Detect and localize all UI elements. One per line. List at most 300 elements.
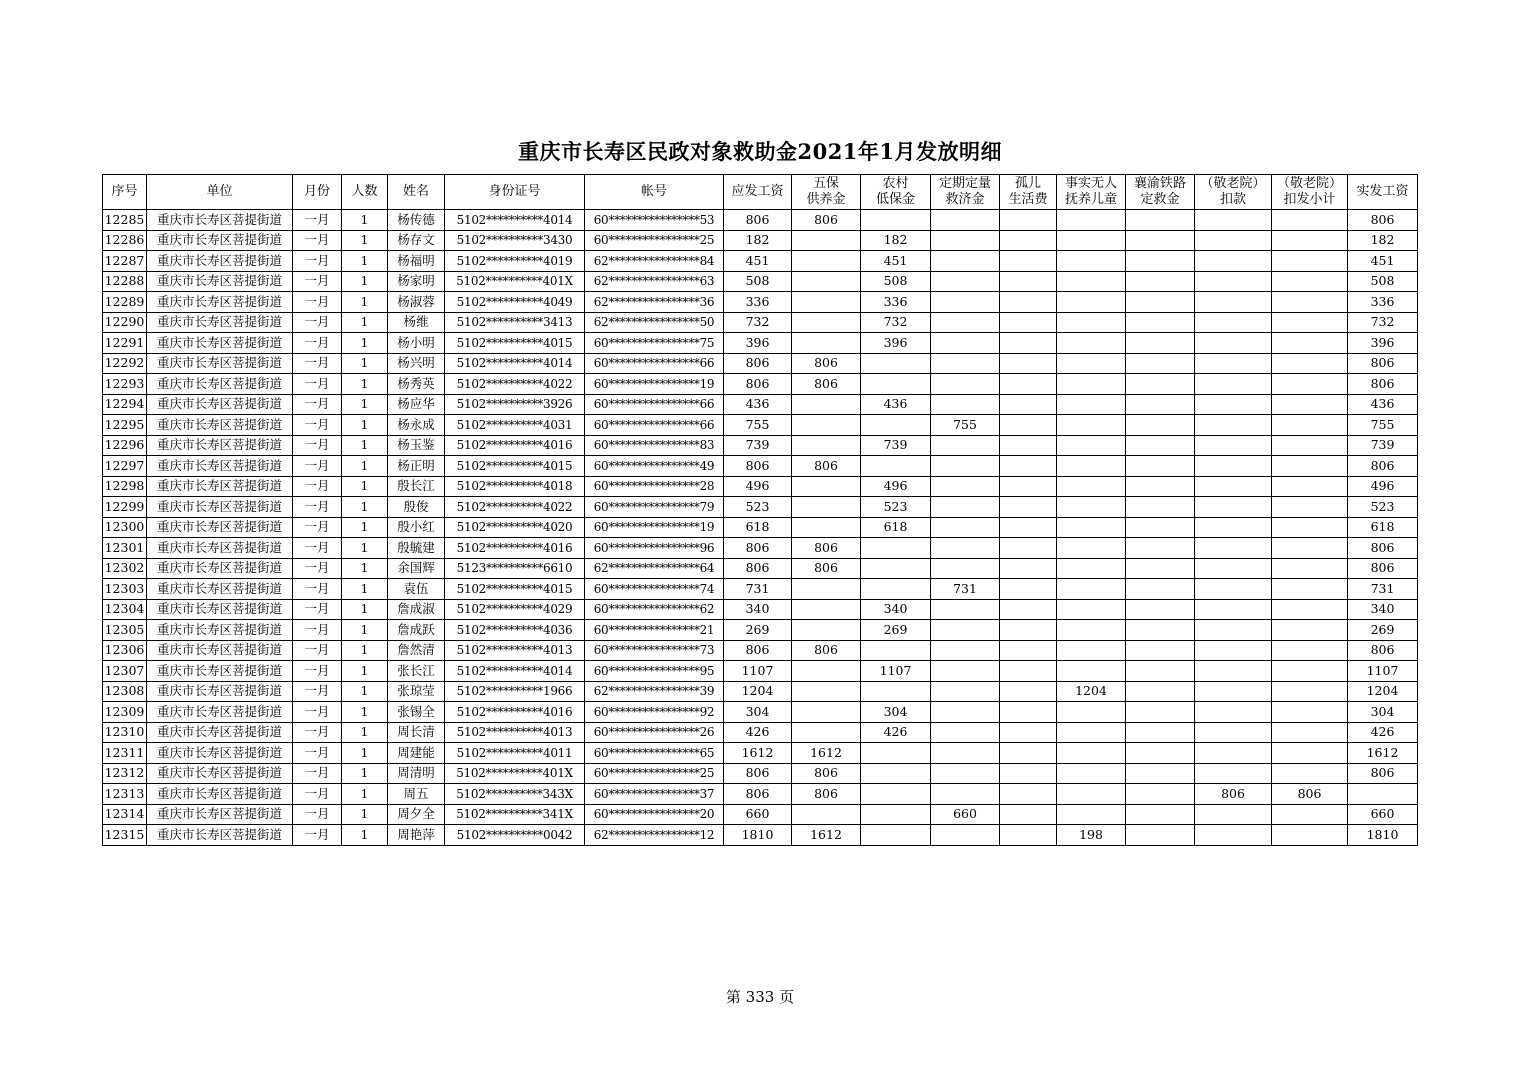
name-cell: 詹成淑 <box>388 599 445 620</box>
fixed-relief-cell <box>931 640 1000 661</box>
net-pay-cell: 806 <box>1348 640 1418 661</box>
nursing-withheld-cell <box>1272 435 1348 456</box>
unsupported-child-cell <box>1057 476 1126 497</box>
nursing-deduction-cell <box>1195 374 1272 395</box>
nursing-deduction-cell <box>1195 743 1272 764</box>
orphan-cell <box>1000 784 1057 805</box>
month-cell: 一月 <box>293 681 342 702</box>
fixed-relief-cell <box>931 784 1000 805</box>
rural-dibao-cell: 523 <box>861 497 931 518</box>
orphan-cell <box>1000 599 1057 620</box>
net-pay-cell: 1204 <box>1348 681 1418 702</box>
nursing-withheld-cell <box>1272 456 1348 477</box>
wubao-cell <box>792 579 861 600</box>
serial-number-cell: 12306 <box>103 640 147 661</box>
orphan-cell <box>1000 620 1057 641</box>
fixed-relief-cell <box>931 271 1000 292</box>
fixed-relief-cell <box>931 825 1000 846</box>
name-cell: 杨玉鉴 <box>388 435 445 456</box>
payable-cell: 806 <box>724 763 792 784</box>
person-count-cell: 1 <box>342 661 388 682</box>
table-row <box>103 353 1418 374</box>
orphan-cell <box>1000 579 1057 600</box>
wubao-cell: 806 <box>792 210 861 231</box>
unit-cell: 重庆市长寿区菩提街道 <box>147 394 293 415</box>
payable-cell: 806 <box>724 558 792 579</box>
account-cell: 62****************50 <box>585 312 724 333</box>
net-pay-cell: 1810 <box>1348 825 1418 846</box>
unsupported-child-cell <box>1057 804 1126 825</box>
table-row <box>103 415 1418 436</box>
net-pay-cell: 806 <box>1348 538 1418 559</box>
month-cell: 一月 <box>293 374 342 395</box>
month-cell: 一月 <box>293 620 342 641</box>
nursing-withheld-cell <box>1272 599 1348 620</box>
orphan-cell <box>1000 353 1057 374</box>
serial-number-cell: 12291 <box>103 333 147 354</box>
unit-cell: 重庆市长寿区菩提街道 <box>147 476 293 497</box>
person-count-cell: 1 <box>342 271 388 292</box>
nursing-deduction-cell <box>1195 312 1272 333</box>
net-pay-cell: 660 <box>1348 804 1418 825</box>
nursing-withheld-cell <box>1272 271 1348 292</box>
orphan-cell <box>1000 292 1057 313</box>
nursing-withheld-cell <box>1272 230 1348 251</box>
unsupported-child-cell <box>1057 579 1126 600</box>
unsupported-child-cell <box>1057 558 1126 579</box>
unit-cell: 重庆市长寿区菩提街道 <box>147 661 293 682</box>
table-row <box>103 517 1418 538</box>
unit-cell: 重庆市长寿区菩提街道 <box>147 620 293 641</box>
nursing-withheld-cell <box>1272 763 1348 784</box>
nursing-deduction-cell <box>1195 640 1272 661</box>
rural-dibao-cell: 508 <box>861 271 931 292</box>
person-count-cell: 1 <box>342 640 388 661</box>
payable-cell: 451 <box>724 251 792 272</box>
nursing-withheld-cell <box>1272 804 1348 825</box>
wubao-cell <box>792 312 861 333</box>
railway-relief-cell <box>1126 312 1195 333</box>
fixed-relief-cell <box>931 661 1000 682</box>
rural-dibao-cell <box>861 579 931 600</box>
wubao-cell: 1612 <box>792 743 861 764</box>
person-count-cell: 1 <box>342 230 388 251</box>
serial-number-cell: 12297 <box>103 456 147 477</box>
name-cell: 余国辉 <box>388 558 445 579</box>
person-count-cell: 1 <box>342 599 388 620</box>
serial-number-cell: 12298 <box>103 476 147 497</box>
wubao-cell: 806 <box>792 353 861 374</box>
unit-cell: 重庆市长寿区菩提街道 <box>147 292 293 313</box>
table-row <box>103 558 1418 579</box>
id-number-cell: 5102**********4015 <box>445 333 585 354</box>
railway-relief-cell <box>1126 374 1195 395</box>
account-cell: 60****************92 <box>585 702 724 723</box>
fixed-relief-cell: 731 <box>931 579 1000 600</box>
table-row <box>103 374 1418 395</box>
account-cell: 60****************25 <box>585 763 724 784</box>
name-cell: 周长清 <box>388 722 445 743</box>
net-pay-cell: 806 <box>1348 456 1418 477</box>
table-row <box>103 312 1418 333</box>
id-number-cell: 5102**********0042 <box>445 825 585 846</box>
person-count-cell: 1 <box>342 825 388 846</box>
fixed-relief-cell <box>931 620 1000 641</box>
payable-cell: 806 <box>724 353 792 374</box>
id-number-cell: 5102**********401X <box>445 763 585 784</box>
orphan-cell <box>1000 558 1057 579</box>
account-cell: 62****************64 <box>585 558 724 579</box>
unsupported-child-cell <box>1057 497 1126 518</box>
unit-cell: 重庆市长寿区菩提街道 <box>147 497 293 518</box>
railway-relief-cell <box>1126 661 1195 682</box>
railway-relief-cell <box>1126 538 1195 559</box>
wubao-cell: 806 <box>792 374 861 395</box>
month-cell: 一月 <box>293 394 342 415</box>
column-header: （敬老院） 扣发小计 <box>1272 175 1348 210</box>
column-header: 农村 低保金 <box>861 175 931 210</box>
table-row <box>103 333 1418 354</box>
unsupported-child-cell <box>1057 538 1126 559</box>
orphan-cell <box>1000 456 1057 477</box>
unit-cell: 重庆市长寿区菩提街道 <box>147 681 293 702</box>
name-cell: 张锡全 <box>388 702 445 723</box>
table-row <box>103 784 1418 805</box>
name-cell: 詹然清 <box>388 640 445 661</box>
wubao-cell <box>792 230 861 251</box>
fixed-relief-cell <box>931 763 1000 784</box>
rural-dibao-cell <box>861 743 931 764</box>
unsupported-child-cell <box>1057 210 1126 231</box>
id-number-cell: 5102**********401X <box>445 271 585 292</box>
month-cell: 一月 <box>293 292 342 313</box>
account-cell: 60****************79 <box>585 497 724 518</box>
payable-cell: 806 <box>724 374 792 395</box>
serial-number-cell: 12299 <box>103 497 147 518</box>
railway-relief-cell <box>1126 558 1195 579</box>
nursing-withheld-cell <box>1272 312 1348 333</box>
unsupported-child-cell <box>1057 517 1126 538</box>
payable-cell: 523 <box>724 497 792 518</box>
account-cell: 60****************66 <box>585 353 724 374</box>
fixed-relief-cell <box>931 722 1000 743</box>
unsupported-child-cell <box>1057 722 1126 743</box>
wubao-cell <box>792 394 861 415</box>
nursing-deduction-cell <box>1195 415 1272 436</box>
unit-cell: 重庆市长寿区菩提街道 <box>147 640 293 661</box>
fixed-relief-cell <box>931 599 1000 620</box>
payable-cell: 618 <box>724 517 792 538</box>
nursing-deduction-cell <box>1195 210 1272 231</box>
net-pay-cell: 426 <box>1348 722 1418 743</box>
net-pay-cell: 396 <box>1348 333 1418 354</box>
unsupported-child-cell <box>1057 620 1126 641</box>
wubao-cell: 806 <box>792 640 861 661</box>
nursing-withheld-cell <box>1272 825 1348 846</box>
wubao-cell <box>792 599 861 620</box>
id-number-cell: 5102**********4016 <box>445 538 585 559</box>
fixed-relief-cell <box>931 558 1000 579</box>
nursing-deduction-cell <box>1195 230 1272 251</box>
id-number-cell: 5102**********341X <box>445 804 585 825</box>
wubao-cell <box>792 620 861 641</box>
rural-dibao-cell: 618 <box>861 517 931 538</box>
orphan-cell <box>1000 661 1057 682</box>
nursing-deduction-cell <box>1195 394 1272 415</box>
net-pay-cell: 806 <box>1348 353 1418 374</box>
account-cell: 60****************19 <box>585 374 724 395</box>
nursing-withheld-cell: 806 <box>1272 784 1348 805</box>
rural-dibao-cell <box>861 825 931 846</box>
table-row <box>103 538 1418 559</box>
month-cell: 一月 <box>293 415 342 436</box>
column-header: 身份证号 <box>445 175 585 210</box>
nursing-deduction-cell <box>1195 435 1272 456</box>
month-cell: 一月 <box>293 763 342 784</box>
unit-cell: 重庆市长寿区菩提街道 <box>147 456 293 477</box>
railway-relief-cell <box>1126 456 1195 477</box>
railway-relief-cell <box>1126 702 1195 723</box>
net-pay-cell: 755 <box>1348 415 1418 436</box>
railway-relief-cell <box>1126 333 1195 354</box>
unit-cell: 重庆市长寿区菩提街道 <box>147 374 293 395</box>
name-cell: 周夕全 <box>388 804 445 825</box>
orphan-cell <box>1000 230 1057 251</box>
serial-number-cell: 12301 <box>103 538 147 559</box>
fixed-relief-cell <box>931 292 1000 313</box>
table-row <box>103 456 1418 477</box>
name-cell: 周五 <box>388 784 445 805</box>
month-cell: 一月 <box>293 599 342 620</box>
name-cell: 詹成跃 <box>388 620 445 641</box>
orphan-cell <box>1000 435 1057 456</box>
month-cell: 一月 <box>293 271 342 292</box>
fixed-relief-cell <box>931 230 1000 251</box>
payable-cell: 1107 <box>724 661 792 682</box>
name-cell: 袁伍 <box>388 579 445 600</box>
nursing-deduction-cell <box>1195 271 1272 292</box>
unsupported-child-cell <box>1057 640 1126 661</box>
nursing-withheld-cell <box>1272 394 1348 415</box>
person-count-cell: 1 <box>342 210 388 231</box>
name-cell: 殷俊 <box>388 497 445 518</box>
payable-cell: 426 <box>724 722 792 743</box>
payable-cell: 496 <box>724 476 792 497</box>
orphan-cell <box>1000 374 1057 395</box>
month-cell: 一月 <box>293 333 342 354</box>
serial-number-cell: 12308 <box>103 681 147 702</box>
column-header: 应发工资 <box>724 175 792 210</box>
payable-cell: 806 <box>724 456 792 477</box>
fixed-relief-cell <box>931 333 1000 354</box>
net-pay-cell: 508 <box>1348 271 1418 292</box>
name-cell: 杨传德 <box>388 210 445 231</box>
person-count-cell: 1 <box>342 784 388 805</box>
column-header: 五保 供养金 <box>792 175 861 210</box>
rural-dibao-cell: 732 <box>861 312 931 333</box>
rural-dibao-cell: 451 <box>861 251 931 272</box>
account-cell: 60****************65 <box>585 743 724 764</box>
name-cell: 周清明 <box>388 763 445 784</box>
unit-cell: 重庆市长寿区菩提街道 <box>147 210 293 231</box>
wubao-cell <box>792 476 861 497</box>
id-number-cell: 5102**********4020 <box>445 517 585 538</box>
wubao-cell <box>792 415 861 436</box>
nursing-deduction-cell <box>1195 681 1272 702</box>
payable-cell: 508 <box>724 271 792 292</box>
nursing-withheld-cell <box>1272 210 1348 231</box>
wubao-cell: 806 <box>792 763 861 784</box>
railway-relief-cell <box>1126 784 1195 805</box>
unit-cell: 重庆市长寿区菩提街道 <box>147 804 293 825</box>
unsupported-child-cell <box>1057 599 1126 620</box>
name-cell: 杨正明 <box>388 456 445 477</box>
id-number-cell: 5102**********4018 <box>445 476 585 497</box>
payable-cell: 304 <box>724 702 792 723</box>
month-cell: 一月 <box>293 722 342 743</box>
unit-cell: 重庆市长寿区菩提街道 <box>147 558 293 579</box>
payable-cell: 269 <box>724 620 792 641</box>
page-number: 第 333 页 <box>725 988 795 1006</box>
id-number-cell: 5102**********3430 <box>445 230 585 251</box>
payable-cell: 731 <box>724 579 792 600</box>
unit-cell: 重庆市长寿区菩提街道 <box>147 763 293 784</box>
unsupported-child-cell <box>1057 312 1126 333</box>
fixed-relief-cell <box>931 374 1000 395</box>
table-row <box>103 292 1418 313</box>
id-number-cell: 5102**********4029 <box>445 599 585 620</box>
name-cell: 杨秀英 <box>388 374 445 395</box>
nursing-withheld-cell <box>1272 702 1348 723</box>
rural-dibao-cell <box>861 804 931 825</box>
wubao-cell <box>792 517 861 538</box>
nursing-deduction-cell <box>1195 476 1272 497</box>
fixed-relief-cell <box>931 312 1000 333</box>
rural-dibao-cell: 182 <box>861 230 931 251</box>
serial-number-cell: 12295 <box>103 415 147 436</box>
account-cell: 62****************84 <box>585 251 724 272</box>
account-cell: 60****************66 <box>585 415 724 436</box>
id-number-cell: 5102**********4015 <box>445 456 585 477</box>
unit-cell: 重庆市长寿区菩提街道 <box>147 251 293 272</box>
account-cell: 60****************49 <box>585 456 724 477</box>
payable-cell: 806 <box>724 538 792 559</box>
column-header: 人数 <box>342 175 388 210</box>
unsupported-child-cell <box>1057 292 1126 313</box>
unit-cell: 重庆市长寿区菩提街道 <box>147 702 293 723</box>
unsupported-child-cell <box>1057 415 1126 436</box>
name-cell: 殷小红 <box>388 517 445 538</box>
payable-cell: 1810 <box>724 825 792 846</box>
id-number-cell: 5102**********4014 <box>445 210 585 231</box>
orphan-cell <box>1000 743 1057 764</box>
account-cell: 62****************36 <box>585 292 724 313</box>
account-cell: 60****************19 <box>585 517 724 538</box>
railway-relief-cell <box>1126 210 1195 231</box>
table-row <box>103 394 1418 415</box>
nursing-deduction-cell <box>1195 763 1272 784</box>
id-number-cell: 5123**********6610 <box>445 558 585 579</box>
nursing-deduction-cell <box>1195 497 1272 518</box>
nursing-deduction-cell <box>1195 538 1272 559</box>
railway-relief-cell <box>1126 579 1195 600</box>
name-cell: 张长江 <box>388 661 445 682</box>
unit-cell: 重庆市长寿区菩提街道 <box>147 333 293 354</box>
net-pay-cell: 182 <box>1348 230 1418 251</box>
nursing-deduction-cell <box>1195 456 1272 477</box>
orphan-cell <box>1000 681 1057 702</box>
wubao-cell <box>792 722 861 743</box>
serial-number-cell: 12292 <box>103 353 147 374</box>
orphan-cell <box>1000 210 1057 231</box>
serial-number-cell: 12296 <box>103 435 147 456</box>
account-cell: 60****************53 <box>585 210 724 231</box>
net-pay-cell: 304 <box>1348 702 1418 723</box>
serial-number-cell: 12300 <box>103 517 147 538</box>
net-pay-cell: 806 <box>1348 558 1418 579</box>
nursing-deduction-cell <box>1195 599 1272 620</box>
column-header: 孤儿 生活费 <box>1000 175 1057 210</box>
fixed-relief-cell <box>931 681 1000 702</box>
wubao-cell <box>792 804 861 825</box>
account-cell: 60****************95 <box>585 661 724 682</box>
unsupported-child-cell: 198 <box>1057 825 1126 846</box>
table-row <box>103 743 1418 764</box>
fixed-relief-cell <box>931 251 1000 272</box>
wubao-cell <box>792 702 861 723</box>
serial-number-cell: 12304 <box>103 599 147 620</box>
wubao-cell <box>792 661 861 682</box>
nursing-deduction-cell <box>1195 251 1272 272</box>
month-cell: 一月 <box>293 312 342 333</box>
serial-number-cell: 12293 <box>103 374 147 395</box>
table-row <box>103 251 1418 272</box>
net-pay-cell: 523 <box>1348 497 1418 518</box>
wubao-cell <box>792 292 861 313</box>
orphan-cell <box>1000 763 1057 784</box>
railway-relief-cell <box>1126 640 1195 661</box>
railway-relief-cell <box>1126 599 1195 620</box>
month-cell: 一月 <box>293 476 342 497</box>
account-cell: 60****************62 <box>585 599 724 620</box>
id-number-cell: 5102**********4013 <box>445 640 585 661</box>
month-cell: 一月 <box>293 558 342 579</box>
month-cell: 一月 <box>293 579 342 600</box>
unit-cell: 重庆市长寿区菩提街道 <box>147 722 293 743</box>
unsupported-child-cell <box>1057 230 1126 251</box>
name-cell: 杨小明 <box>388 333 445 354</box>
rural-dibao-cell: 426 <box>861 722 931 743</box>
month-cell: 一月 <box>293 804 342 825</box>
fixed-relief-cell <box>931 353 1000 374</box>
railway-relief-cell <box>1126 271 1195 292</box>
table-row <box>103 435 1418 456</box>
account-cell: 60****************66 <box>585 394 724 415</box>
fixed-relief-cell <box>931 476 1000 497</box>
rural-dibao-cell <box>861 456 931 477</box>
net-pay-cell: 496 <box>1348 476 1418 497</box>
nursing-deduction-cell <box>1195 517 1272 538</box>
person-count-cell: 1 <box>342 538 388 559</box>
account-cell: 60****************20 <box>585 804 724 825</box>
column-header: 实发工资 <box>1348 175 1418 210</box>
orphan-cell <box>1000 825 1057 846</box>
serial-number-cell: 12289 <box>103 292 147 313</box>
column-header: 定期定量 救济金 <box>931 175 1000 210</box>
fixed-relief-cell <box>931 435 1000 456</box>
nursing-withheld-cell <box>1272 251 1348 272</box>
net-pay-cell <box>1348 784 1418 805</box>
